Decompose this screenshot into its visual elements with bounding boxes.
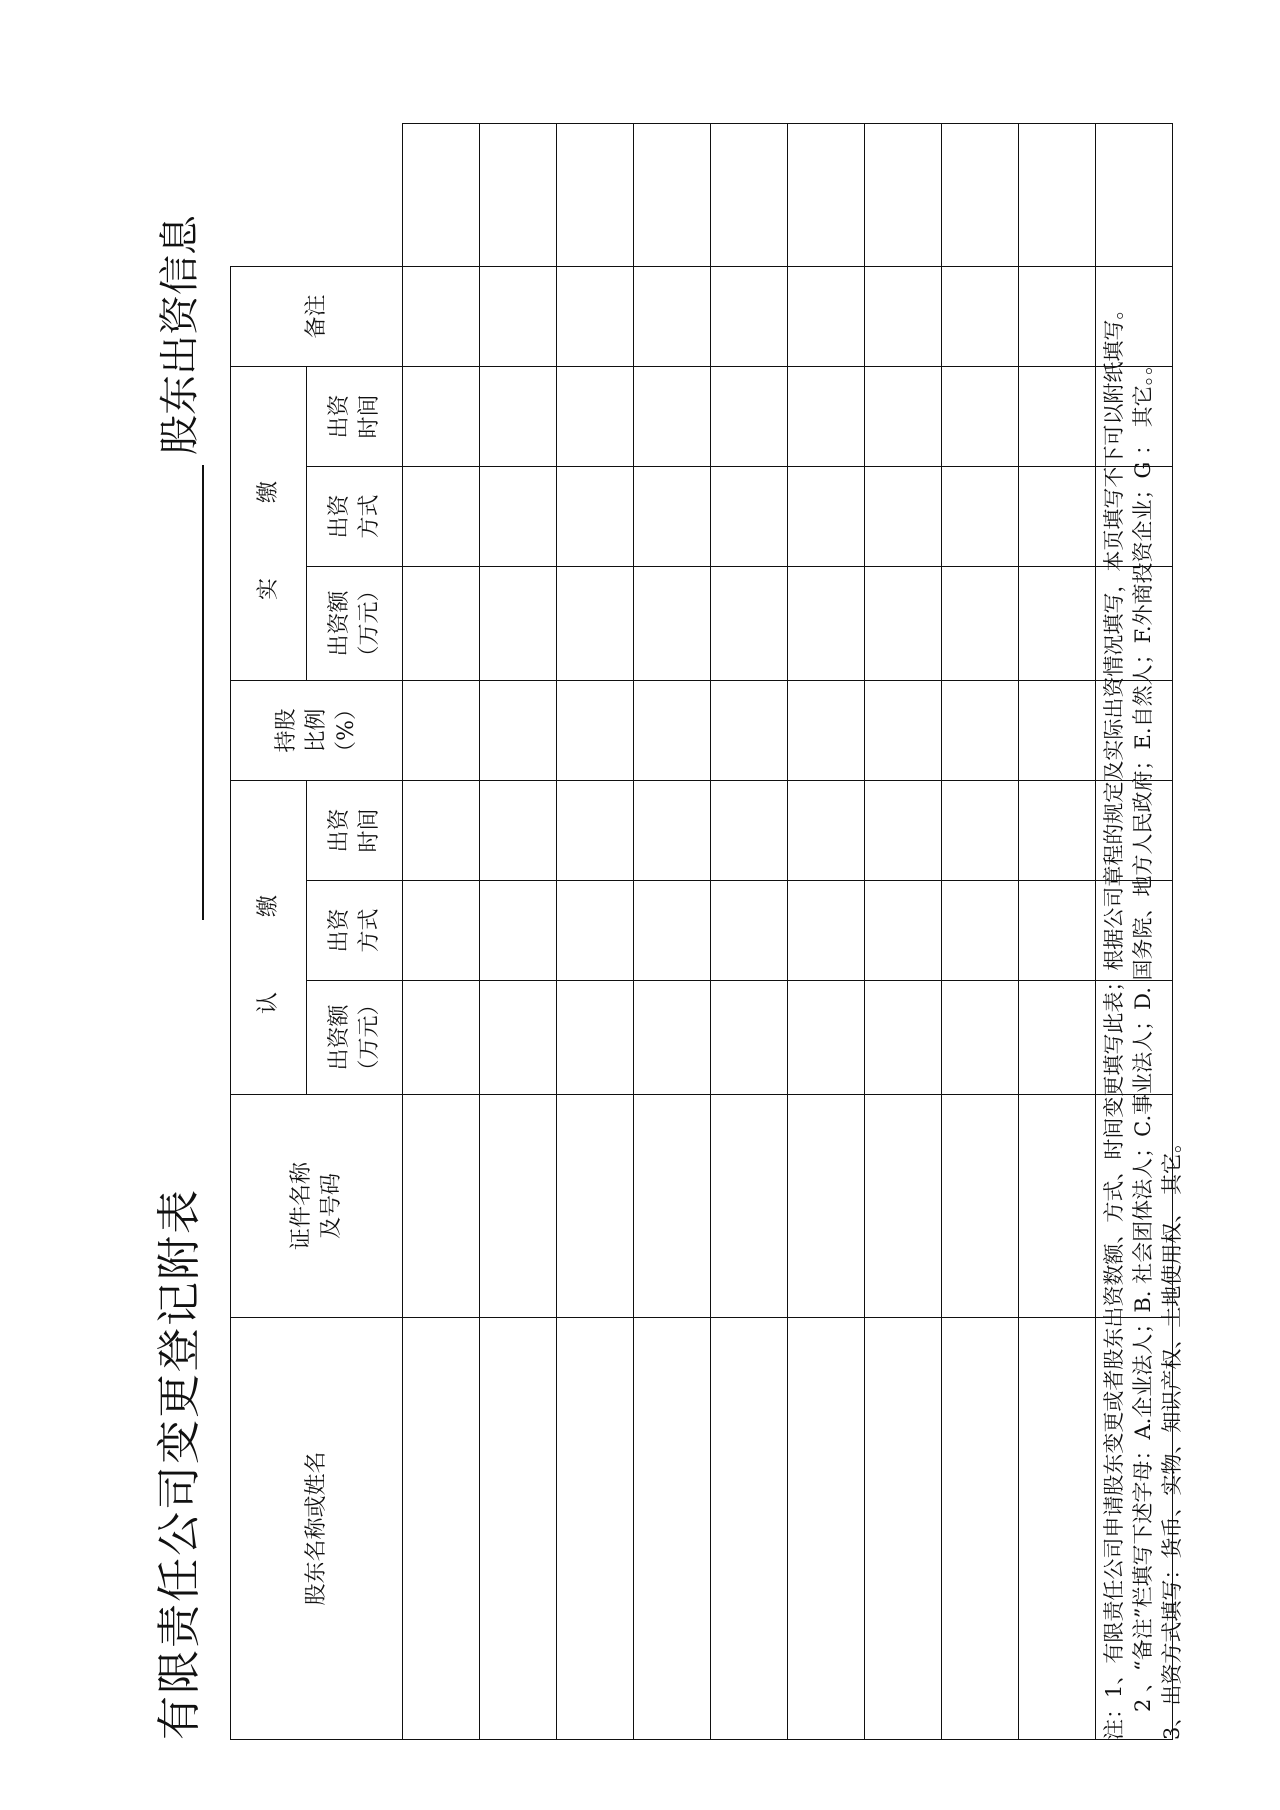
table-cell[interactable] [634, 981, 711, 1095]
table-cell[interactable] [403, 981, 480, 1095]
header-ratio-line2: 比例 [303, 708, 329, 753]
table-cell[interactable] [1019, 366, 1096, 466]
table-cell[interactable] [865, 566, 942, 680]
header-paid-method [307, 466, 403, 566]
table-cell[interactable] [711, 981, 788, 1095]
header-group-paid [231, 366, 307, 680]
table-cell[interactable] [788, 123, 865, 266]
header-sub-time-line2: 时间 [356, 808, 382, 853]
table-cell[interactable] [942, 466, 1019, 566]
table-cell[interactable] [634, 366, 711, 466]
table-cell[interactable] [403, 881, 480, 981]
table-cell[interactable] [480, 366, 557, 466]
header-paid-amount-line1: 出资额 [326, 590, 352, 657]
table-cell[interactable] [634, 680, 711, 780]
table-cell[interactable] [634, 123, 711, 266]
table-cell[interactable] [711, 881, 788, 981]
table-cell[interactable] [788, 1095, 865, 1318]
table-cell[interactable] [865, 680, 942, 780]
table-cell[interactable] [634, 1095, 711, 1318]
table-cell[interactable] [480, 266, 557, 366]
table-cell[interactable] [942, 123, 1019, 266]
header-paid-time-line1: 出资 [326, 394, 352, 439]
table-cell[interactable] [1019, 266, 1096, 366]
table-row [480, 123, 557, 1739]
table-cell[interactable] [788, 466, 865, 566]
table-cell[interactable] [480, 881, 557, 981]
table-cell[interactable] [865, 1318, 942, 1740]
table-cell[interactable] [942, 566, 1019, 680]
table-cell[interactable] [403, 1318, 480, 1740]
header-id-document [231, 1095, 403, 1318]
table-cell[interactable] [480, 466, 557, 566]
table-cell[interactable] [480, 1095, 557, 1318]
table-cell[interactable] [557, 366, 634, 466]
header-paid-method-line1: 出资 [326, 494, 352, 539]
header-ratio-line1: 持股 [273, 708, 299, 753]
table-cell[interactable] [865, 881, 942, 981]
table-cell[interactable] [942, 266, 1019, 366]
table-cell[interactable] [480, 123, 557, 266]
header-sub-method-line2: 方式 [356, 908, 382, 953]
table-cell[interactable] [865, 466, 942, 566]
table-cell[interactable] [634, 266, 711, 366]
table-cell[interactable] [711, 1318, 788, 1740]
header-share-ratio [231, 680, 403, 780]
table-cell[interactable] [480, 566, 557, 680]
table-cell[interactable] [634, 881, 711, 981]
table-cell[interactable] [711, 1095, 788, 1318]
table-cell[interactable] [788, 780, 865, 880]
table-cell[interactable] [788, 981, 865, 1095]
header-sub-amount-line1: 出资额 [326, 1004, 352, 1071]
table-cell[interactable] [942, 366, 1019, 466]
table-cell[interactable] [711, 123, 788, 266]
table-cell[interactable] [942, 780, 1019, 880]
table-cell[interactable] [403, 266, 480, 366]
table-cell[interactable] [480, 780, 557, 880]
table-cell[interactable] [480, 680, 557, 780]
table-cell[interactable] [788, 566, 865, 680]
header-id-line1: 证件名称 [288, 1162, 314, 1251]
table-cell[interactable] [557, 981, 634, 1095]
table-row [1019, 123, 1096, 1739]
table-row [634, 123, 711, 1739]
page-subtitle: 股东出资信息 [157, 215, 203, 455]
header-sub-amount-line2: （万元） [356, 993, 382, 1082]
table-cell[interactable] [711, 366, 788, 466]
table-cell[interactable] [942, 1318, 1019, 1740]
table-cell[interactable] [634, 1318, 711, 1740]
table-cell[interactable] [403, 466, 480, 566]
header-paid-amount [307, 566, 403, 680]
header-shareholder-name: 股东名称或姓名 [231, 1318, 403, 1740]
header-subscribed-label: 认 缴 [255, 861, 281, 1014]
table-cell[interactable] [403, 123, 480, 266]
table-cell[interactable] [557, 780, 634, 880]
table-cell[interactable] [557, 1095, 634, 1318]
note-line-2: 2 、“备注”栏填写下述字母：A.企业法人；B. 社会团体法人；C.事业法人；D. 国务院、地方人民政府；E.自然人；F.外商投资企业；G ： 其它。。 [1131, 353, 1155, 1712]
table-row [865, 123, 942, 1739]
table-cell[interactable] [634, 466, 711, 566]
table-cell[interactable] [557, 123, 634, 266]
table-cell[interactable] [865, 266, 942, 366]
header-subscribed-method [307, 881, 403, 981]
table-cell[interactable] [403, 566, 480, 680]
table-row [403, 123, 480, 1739]
header-ratio-line3: （%） [333, 698, 359, 763]
table-cell[interactable] [557, 266, 634, 366]
table-cell[interactable] [788, 1318, 865, 1740]
note-line-3: 3、出资方式填写：货币、实物、知识产权、土地使用权、 其它。 [1160, 1131, 1184, 1740]
header-id-line2: 及号码 [318, 1173, 344, 1240]
table-cell[interactable] [480, 1318, 557, 1740]
table-cell[interactable] [557, 1318, 634, 1740]
table-cell[interactable] [1019, 1318, 1096, 1740]
table-cell[interactable] [942, 881, 1019, 981]
notes [1100, 40, 1187, 1740]
table-cell[interactable] [865, 1095, 942, 1318]
header-remark: 备注 [231, 266, 403, 366]
table-cell[interactable] [788, 266, 865, 366]
title-underline [202, 465, 204, 920]
table-cell[interactable] [557, 466, 634, 566]
header-subscribed-amount [307, 981, 403, 1095]
table-cell[interactable] [1019, 680, 1096, 780]
table-cell[interactable] [711, 680, 788, 780]
table-cell[interactable] [1019, 981, 1096, 1095]
header-paid-label: 实 缴 [255, 446, 281, 600]
table-cell[interactable] [788, 680, 865, 780]
header-sub-time-line1: 出资 [326, 808, 352, 853]
table-body [403, 123, 1173, 1739]
page-title: 有限责任公司变更登记附表 [154, 1188, 205, 1740]
table-cell[interactable] [557, 566, 634, 680]
table-cell[interactable] [788, 881, 865, 981]
table-cell[interactable] [403, 1095, 480, 1318]
table-cell[interactable] [1019, 566, 1096, 680]
table-cell[interactable] [865, 981, 942, 1095]
header-subscribed-time [307, 780, 403, 880]
table-cell[interactable] [1019, 1095, 1096, 1318]
header-paid-time [307, 366, 403, 466]
table-cell[interactable] [1019, 881, 1096, 981]
table-cell[interactable] [557, 881, 634, 981]
table-cell[interactable] [865, 123, 942, 266]
header-sub-method-line1: 出资 [326, 908, 352, 953]
table-cell[interactable] [711, 266, 788, 366]
table-cell[interactable] [942, 981, 1019, 1095]
table-cell[interactable] [557, 680, 634, 780]
table-cell[interactable] [1019, 780, 1096, 880]
table-cell[interactable] [403, 680, 480, 780]
table-cell[interactable] [942, 680, 1019, 780]
header-group-subscribed [231, 780, 307, 1094]
table-cell[interactable] [403, 780, 480, 880]
shareholder-capital-table [230, 123, 1173, 1740]
header-paid-time-line2: 时间 [356, 394, 382, 439]
title-row [150, 20, 220, 1740]
header-paid-amount-line2: （万元） [356, 579, 382, 668]
table-row [942, 123, 1019, 1739]
table-cell[interactable] [634, 566, 711, 680]
table-cell[interactable] [865, 780, 942, 880]
header-paid-method-line2: 方式 [356, 494, 382, 539]
table-row [557, 123, 634, 1739]
table-cell[interactable] [480, 981, 557, 1095]
table-cell[interactable] [788, 366, 865, 466]
table-cell[interactable] [634, 780, 711, 880]
table-cell[interactable] [711, 780, 788, 880]
table-cell[interactable] [403, 366, 480, 466]
table-cell[interactable] [1019, 466, 1096, 566]
note-line-1: 注：1、有限责任公司申请股东变更或者股东出资数额、方式、时间变更填写此表；根据公司章程的规定及实际出资情况填写，本页填写不下可以附纸填写。 [1102, 298, 1126, 1740]
table-cell[interactable] [865, 366, 942, 466]
table-cell[interactable] [1019, 123, 1096, 266]
table-row [711, 123, 788, 1739]
table-cell[interactable] [711, 466, 788, 566]
table-cell[interactable] [942, 1095, 1019, 1318]
table-cell[interactable] [711, 566, 788, 680]
table-row [788, 123, 865, 1739]
